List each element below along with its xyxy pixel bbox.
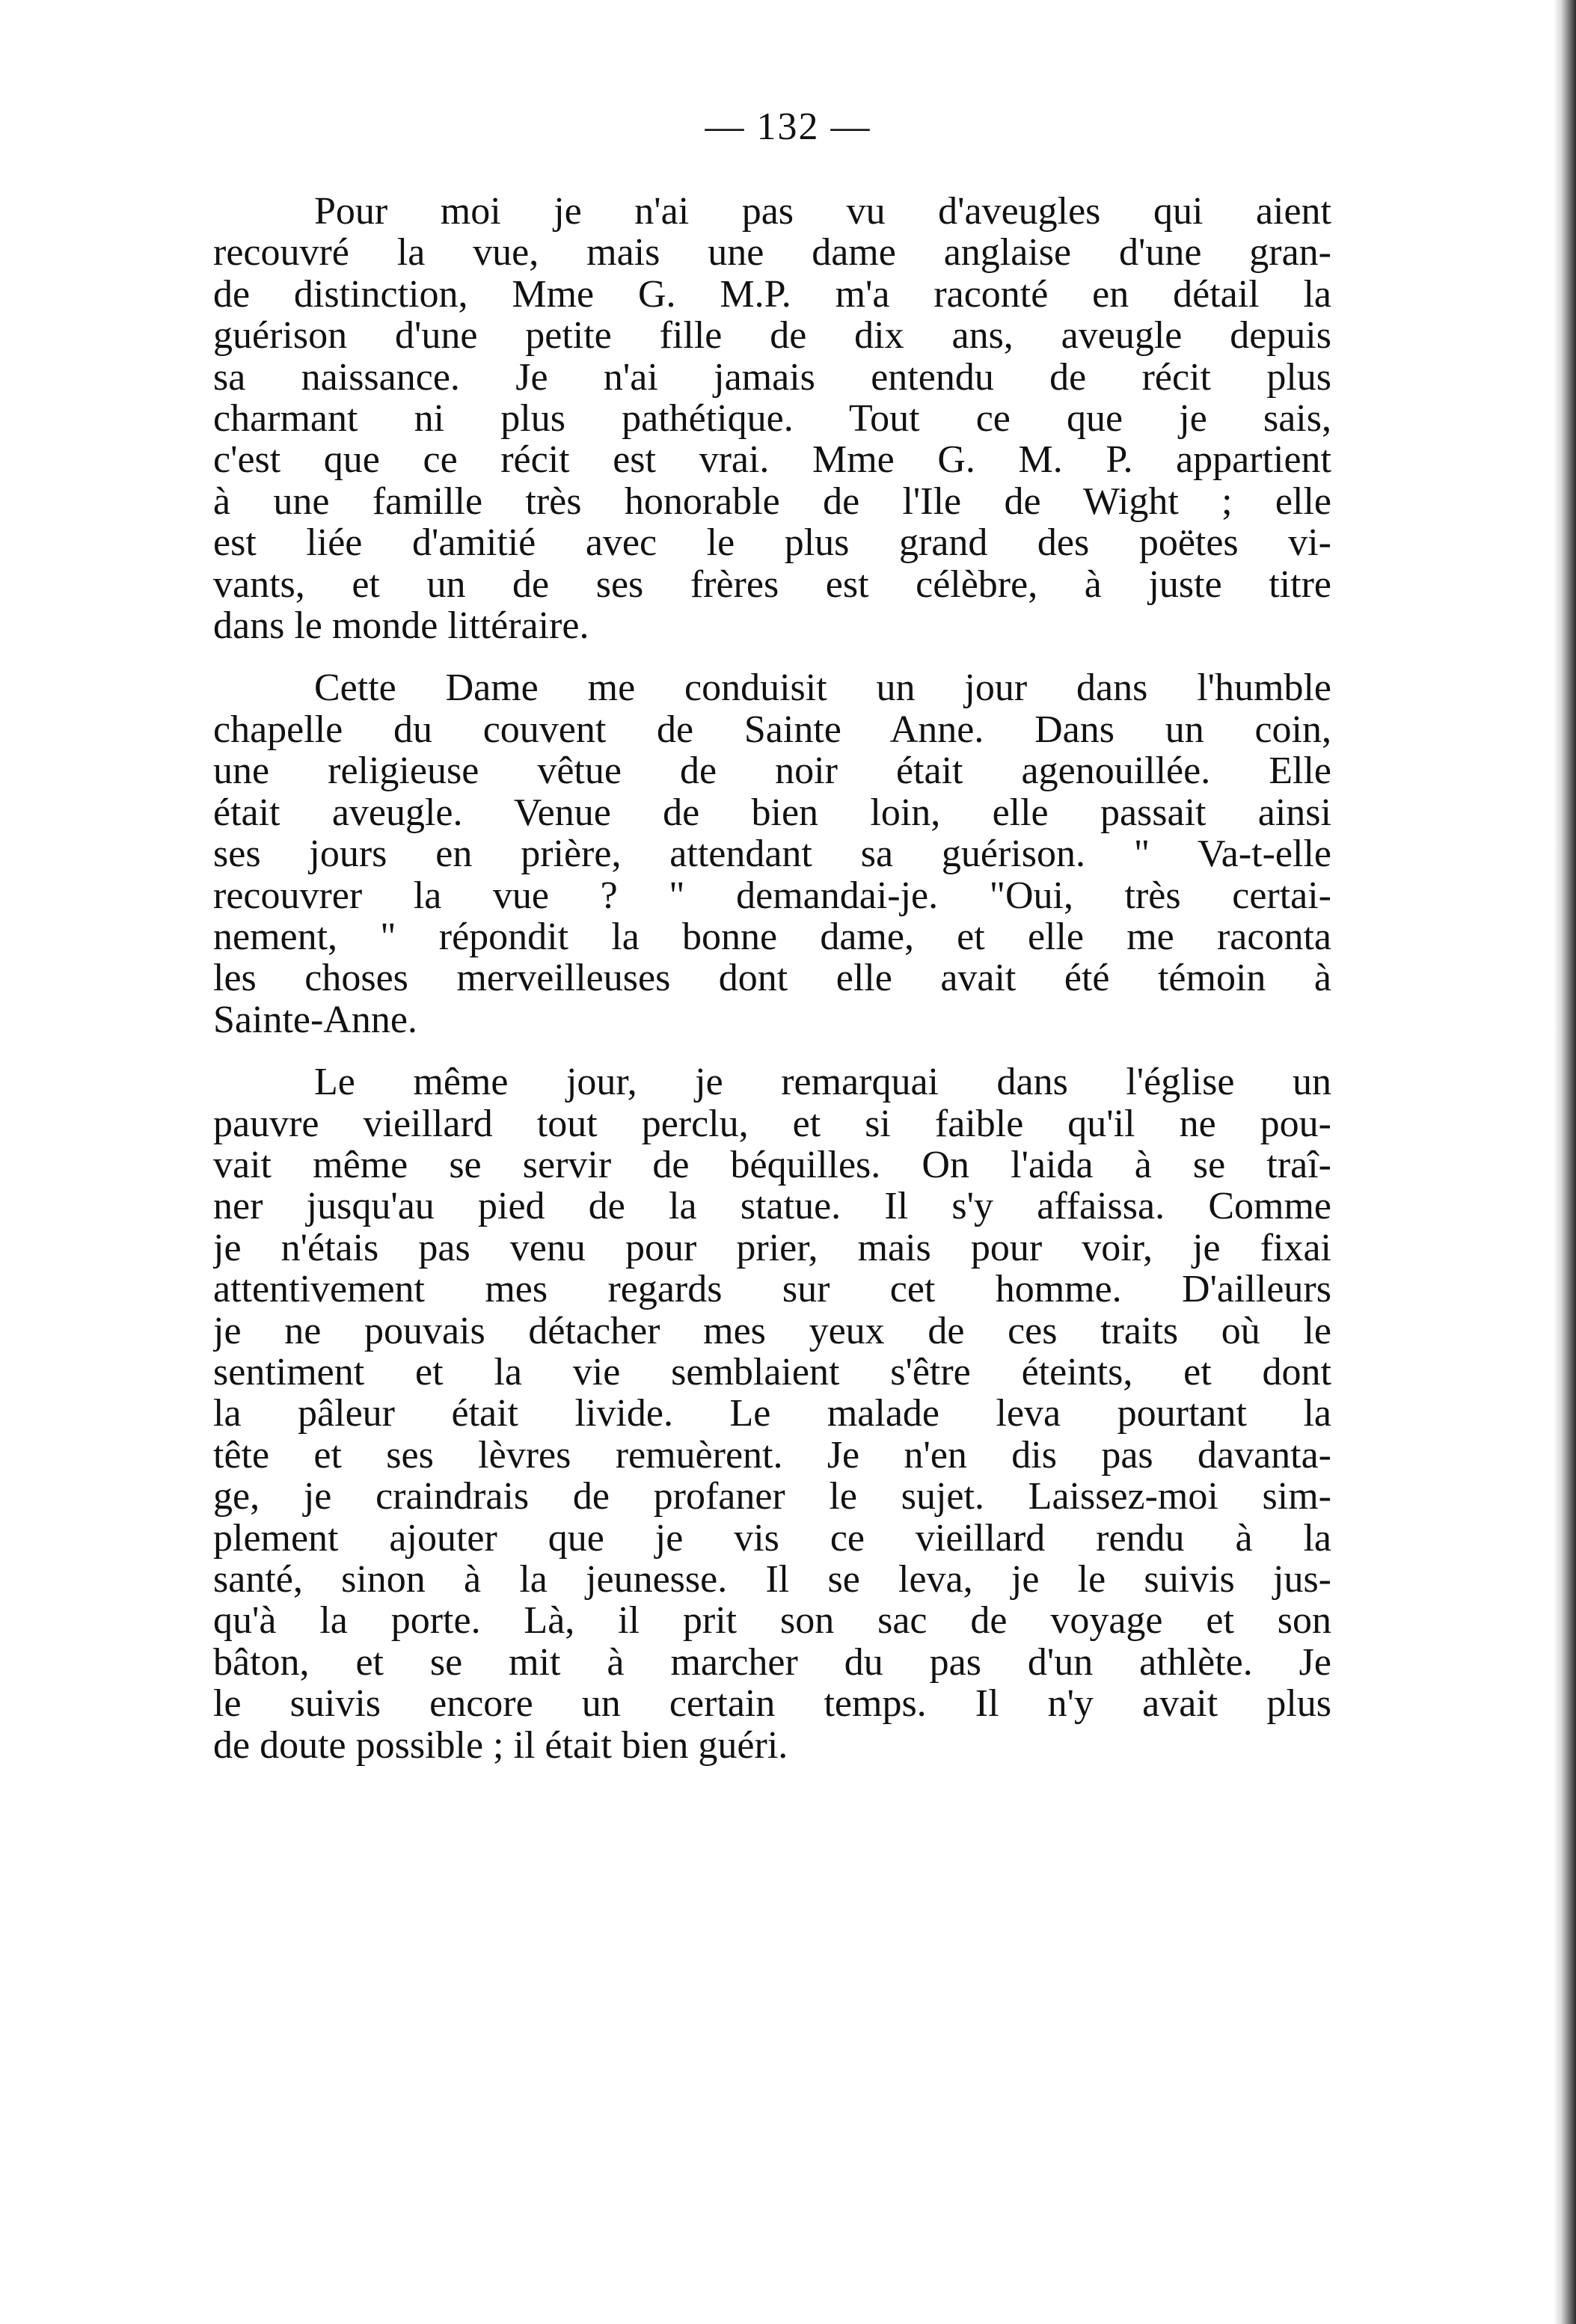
text-line: je ne pouvais détacher mes yeux de ces traits où le: [213, 1310, 1331, 1352]
text-line: vait même se servir de béquilles. On l'aida à se traî-: [213, 1144, 1331, 1186]
text-line: bâton, et se mit à marcher du pas d'un athlète. Je: [213, 1641, 1331, 1684]
text-line: sa naissance. Je n'ai jamais entendu de récit plus: [213, 356, 1331, 399]
text-line: tête et ses lèvres remuèrent. Je n'en dis pas davanta-: [213, 1434, 1331, 1477]
text-line: attentivement mes regards sur cet homme. D'ailleurs: [213, 1269, 1331, 1310]
page-number: — 132 —: [705, 105, 871, 148]
text-line: je n'étais pas venu pour prier, mais pour voir, je fixai: [213, 1227, 1331, 1269]
text-line: de distinction, Mme G. M.P. m'a raconté en détail la: [213, 273, 1331, 316]
text-line: guérison d'une petite fille de dix ans, aveugle depuis: [213, 315, 1331, 357]
text-line: Sainte-Anne.: [213, 999, 417, 1041]
paragraph-2: [213, 667, 1331, 1040]
text-line: nement, " répondit la bonne dame, et elle me raconta: [213, 916, 1331, 958]
text-line: santé, sinon à la jeunesse. Il se leva, je le suivis jus-: [213, 1559, 1331, 1601]
text-line: charmant ni plus pathétique. Tout ce que je sais,: [213, 398, 1331, 440]
text-line: de doute possible ; il était bien guéri.: [213, 1724, 788, 1767]
text-line: dans le monde littéraire.: [213, 605, 589, 647]
text-line: Cette Dame me conduisit un jour dans l'humble: [314, 667, 1331, 709]
text-line: recouvrer la vue ? " demandai-je. "Oui, très certai-: [213, 874, 1331, 916]
text-line: qu'à la porte. Là, il prit son sac de voyage et son: [213, 1600, 1331, 1642]
text-line: c'est que ce récit est vrai. Mme G. M. P. appartient: [213, 439, 1331, 481]
text-line: pauvre vieillard tout perclu, et si faible qu'il ne pou-: [213, 1103, 1331, 1144]
text-line: les choses merveilleuses dont elle avait été témoin à: [213, 957, 1331, 999]
paragraph-1: [213, 191, 1331, 646]
text-line: était aveugle. Venue de bien loin, elle passait ainsi: [213, 791, 1331, 834]
text-line: le suivis encore un certain temps. Il n'y avait plus: [213, 1683, 1331, 1725]
page-edge-shadow: [1554, 0, 1576, 2324]
text-line: à une famille très honorable de l'Ile de Wight ; elle: [213, 480, 1331, 523]
text-line: plement ajouter que je vis ce vieillard rendu à la: [213, 1517, 1331, 1559]
text-line: vants, et un de ses frères est célèbre, à juste titre: [213, 563, 1331, 606]
text-line: recouvré la vue, mais une dame anglaise d'une gran-: [213, 232, 1331, 274]
text-line: ses jours en prière, attendant sa guérison. " Va-t-elle: [213, 833, 1331, 875]
page-body: [213, 191, 1331, 1766]
text-line: ner jusqu'au pied de la statue. Il s'y affaissa. Comme: [213, 1186, 1331, 1227]
text-line: sentiment et la vie semblaient s'être éteints, et dont: [213, 1351, 1331, 1394]
paragraph-3: [213, 1061, 1331, 1766]
text-line: chapelle du couvent de Sainte Anne. Dans un coin,: [213, 708, 1331, 751]
text-line: est liée d'amitié avec le plus grand des poëtes vi-: [213, 522, 1331, 564]
text-line: la pâleur était livide. Le malade leva pourtant la: [213, 1393, 1331, 1435]
text-line: une religieuse vêtue de noir était agenouillée. Elle: [213, 750, 1331, 792]
text-line: Le même jour, je remarquai dans l'église un: [314, 1061, 1331, 1103]
text-line: ge, je craindrais de profaner le sujet. Laissez-moi sim-: [213, 1476, 1331, 1518]
text-line: Pour moi je n'ai pas vu d'aveugles qui aient: [314, 191, 1331, 233]
